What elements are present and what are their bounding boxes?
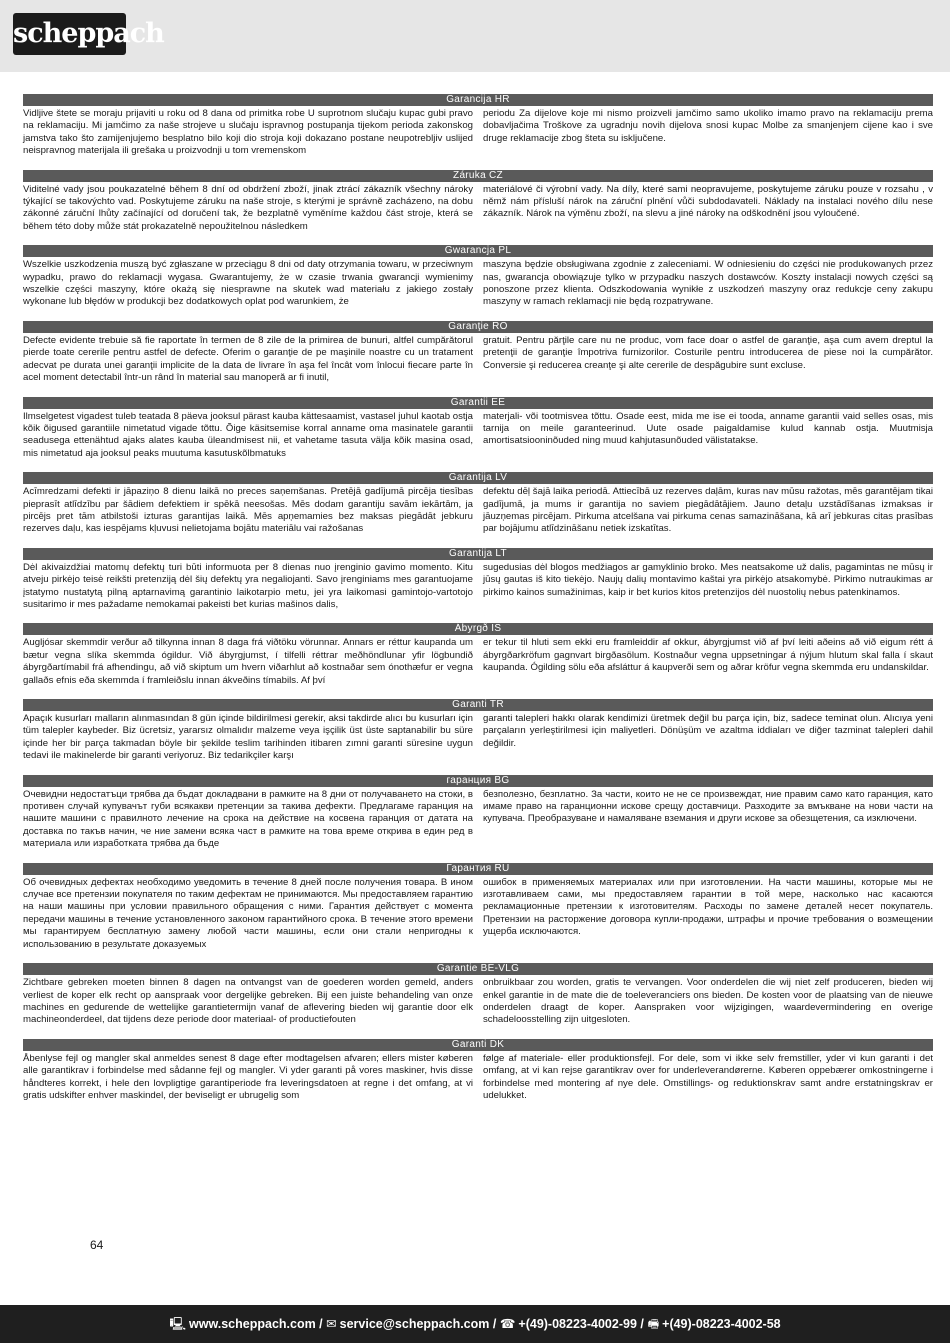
footer-phone: +(49)-08223-4002-99 / xyxy=(518,1317,644,1331)
computer-icon: 🖳 xyxy=(169,1317,187,1331)
section-title: Záruka CZ xyxy=(23,170,933,182)
section-text-left: Wszelkie uszkodzenia muszą być zgłaszane w przeciągu 8 dni od daty otrzymania towaru, w przeciwnym wypadku, prawo do reklamacji wygasa. Gwarantujemy, że w czasie trwania gwarancji wymienimy wszelkie części maszyny, które okażą się niesprawne na skutek wad materiału z jakiego zostały wykonane lub błędów w produkcji bez dodatkowych oplat pod warunkiem, że xyxy=(23,259,473,308)
section-title: Garantii EE xyxy=(23,397,933,409)
warranty-section-pl xyxy=(23,245,933,309)
phone-icon: ☎ xyxy=(499,1317,516,1331)
footer-fax: +(49)-08223-4002-58 xyxy=(662,1317,781,1331)
page-number: 64 xyxy=(90,1238,104,1252)
section-title: Gwarancja PL xyxy=(23,245,933,257)
footer-email: service@scheppach.com / xyxy=(339,1317,497,1331)
section-text-left: Dėl akivaizdžiai matomų defektų turi būti informuota per 8 dienas nuo įrenginio gavimo momento. Kitu atveju pirkėjo teisė reikšti pretenziją dėl šių defektų yra negaliojanti. Savo įrenginiams mes garantuojame įstatymo nustatytą pilną aptarnavimą garantinio laikotarpio metu, jei yra laikomasi gamintojo-vartotojo susitarimo ir mes pažadame nemokamai pakeisti bet kurias mašinos dalis, xyxy=(23,561,473,610)
section-text-left: Zichtbare gebreken moeten binnen 8 dagen na ontvangst van de goederen worden gemeld, anders verliest de koper elk recht op aanspraak voor dergelijke gebreken. Bij een juiste behandeling van onze machines en gedurende de wettelijke garantietermijn vanaf de aflevering bieden wij garantie door elk machineonderdeel, dat tijdens deze periode door materiaal- of productiefouten xyxy=(23,977,473,1026)
page-footer xyxy=(0,1305,950,1343)
section-text-left: Acīmredzami defekti ir jāpaziņo 8 dienu laikā no preces saņemšanas. Pretējā gadījumā pircēja tiesības pieprasīt atlīdzību par šādiem defektiem ir spēkā neesošas. Mēs dodam garantiju savām iekārtām, ja pircējs pret tām atbilstoši izturas garantijas laikā. Mēs apņemamies bez maksas piegādāt jebkuru rezerves daļu, kas iespējams kļuvusi nelietojama bojātu materiālu vai ražošanas xyxy=(23,486,473,535)
section-title: Ábyrgð IS xyxy=(23,623,933,635)
warranty-sections xyxy=(23,94,933,1114)
warranty-section-lt xyxy=(23,548,933,612)
warranty-section-is xyxy=(23,623,933,687)
section-title: Garantija LV xyxy=(23,472,933,484)
warranty-section-tr xyxy=(23,699,933,763)
section-title: Garantija LT xyxy=(23,548,933,560)
warranty-section-ee xyxy=(23,397,933,461)
warranty-section-bg xyxy=(23,775,933,851)
section-text-left: Augljósar skemmdir verður að tilkynna innan 8 daga frá viðtöku vörunnar. Annars er réttur kaupanda um bætur vegna slíka skemmda ógildur. Við ábyrgjumst, í tilfelli réttrar meðhöndlunar yfir lögbundið ábyrgðartímabil frá afhendingu, að við skiptum um hvern viðarhlut að kostnaðar sem ónothæfur er vegna gallaðs efnis eða skemmda í framleiðslu innan ákveðins tímabils. Af því xyxy=(23,637,473,686)
section-text-right: maszyna będzie obsługiwana zgodnie z zaleceniami. W odniesieniu do części nie produkowanych przez nas, gwarancja obowiązuje tylko w przypadku naszych dostawców. Koszty instalacji nowych części są ponoszone przez klienta. Odszkodowania wynikłe z uszkodzeń maszyny oraz redukcje ceny zakupu maszyny w ramach reklamacji nie będą rozpatrywane. xyxy=(483,259,933,308)
section-text-right: er tekur til hluti sem ekki eru framleiddir af okkur, ábyrgjumst við af því leiti aðeins að við eigum rétt á ábyrgðarkröfum gagnvart birgðasölum. Kostnaður vegna uppsetningar á nýjum hlutum skal falla í skaut kaupanda. Ógilding sölu eða afsláttur á kaupverði sem og aðrar kröfur vegna skemmda eru undanskildar. xyxy=(483,637,933,674)
section-title: Garanti TR xyxy=(23,699,933,711)
section-text-right: periodu Za dijelove koje mi nismo proizveli jamčimo samo ukoliko imamo pravo na reklamaciju prema dobavljačima Troškove za ugradnju novih dijelova snosi kupac Molbe za smanjenjem cijene kao i sve druge reklamacije zbog šteta su isključene. xyxy=(483,108,933,144)
warranty-section-cz xyxy=(23,170,933,234)
section-text-right: sugedusias dėl blogos medžiagos ar gamyklinio broko. Mes neatsakome už dalis, pagamintas ne mūsų ir jūsų gautas iš kito tiekėjo. Naujų dalių montavimo kaštai yra pirkėjo atsakomybė. Pirkimo nutraukimas ar pirkimo kainos sumažinimas, kaip ir bet kurios kitos pretenzijos dėl nuostolių nebus patenkinamos. xyxy=(483,561,933,598)
section-title: гаранция BG xyxy=(23,775,933,787)
section-title: Garantie BE-VLG xyxy=(23,963,933,975)
warranty-section-ro xyxy=(23,321,933,385)
section-text-left: Ilmselgetest vigadest tuleb teatada 8 päeva jooksul pärast kauba kättesaamist, vastasel juhul kaotab ostja kõik õigused garantiile nimetatud vigade tõttu. Õige käsitsemise korral anname oma masinatele garantii seadusega ettenähtud ajaks alates kauba üleandmisest nii, et vahetame tasuta välja kõik masina osad, mis nimetatud aja jooksul peaks muutuma kasutuskõlbmatuks xyxy=(23,410,473,459)
section-text-right: ошибок в применяемых материалах или при изготовлении. На части машины, которые мы не изготавливаем сами, мы предоставляем гарантии в той мере, насколько нас касаются рекламационные претензии к изготовителям. Расходы по замене деталей несет покупатель. Претензии на расторжение договора купли-продажи, штрафы и прочие требования о возмещении ущерба исключаются. xyxy=(483,876,933,938)
section-text-right: безполезно, безплатно. За части, които не не се произвеждат, ние правим само като гаранция, като имаме право на гаранционни искове срещу доставчици. Разходите за вмъкване на нови части на купувача. Преобразуване и намаляване вземания и други искове за обезщетения, са изключени. xyxy=(483,788,933,825)
warranty-section-hr xyxy=(23,94,933,158)
section-text-right: defektu dēļ šajā laika periodā. Attiecībā uz rezerves daļām, kuras nav mūsu ražotas, mēs garantējam tikai gadījumā, ja mums ir garantija no saviem piegādātājiem. Jauno detaļu uzstādīšanas izmaksas ir jāuzņemas pircējam. Pirkuma atcelšana vai pirkuma cenas samazināšana, kā arī jebkuras citas prasības par bojājumu atlīdzināšanu netiek izskatītas. xyxy=(483,486,933,535)
section-text-right: onbruikbaar zou worden, gratis te vervangen. Voor onderdelen die wij niet zelf produceren, bieden wij enkel garantie in de mate die de toeleveranciers ons bieden. De kosten voor de plaatsing van de nieuwe onderdelen draagt de koper. Aanspraken voor wijzigingen, waardevermindering en overige schadeloosstelling zijn uitgesloten. xyxy=(483,977,933,1026)
warranty-section-dk xyxy=(23,1039,933,1103)
section-text-left: Apaçık kusurları malların alınmasından 8 gün içinde bildirilmesi gerekir, aksi takdirde alıcı bu kusurları için tüm talepler kaybeder. Biz ücretsiz, yararsız olmalıdır malzeme veya işçilik üst üste saptanabilir bu süre içinde her bir parça takmadan böyle bir şekilde teslim tarihinden itibaren zımni garanti süresine uygun tedavi ile makinelerde bir garanti veriyoruz. Biz tedarikçiler karşı xyxy=(23,713,473,762)
section-text-left: Vidljive štete se moraju prijaviti u roku od 8 dana od primitka robe U suprotnom slučaju kupac gubi pravo na reklamaciju. Mi jamčimo za naše strojeve u slučaju ispravnog postupanja tijekom perioda zakonskog jamstva tako što zamijenjujemo besplatno bilo koji dio stroja koji dokazano postane neupotrebljiv uslijed neispravnog materijala ili grešaka u proizvodnji u tom vremenskom xyxy=(23,108,473,157)
section-text-right: følge af materiale- eller produktionsfejl. For dele, som vi ikke selv fremstiller, yder vi kun garanti i det omfang, at vi kan rejse garantikrav over for underleverandørerne. Køberen oppebærer omkostningerne i forbindelse med montering af nye dele. Omstillings- og reduktionskrav samt andre erstatningskrav er udelukket. xyxy=(483,1052,933,1101)
section-text-right: gratuit. Pentru părţile care nu ne produc, vom face doar o astfel de garanţie, aşa cum avem dreptul la pretenţii de garanţie împotriva furnizorilor. Costurile pentru introducerea de piese noi la cumpărător. Conversie şi reducerea creanţe şi alte cererile de despăgubire sunt excluse. xyxy=(483,334,933,371)
section-title: Garancija HR xyxy=(23,94,933,106)
warranty-section-ru xyxy=(23,863,933,951)
section-text-left: Очевидни недостатъци трябва да бъдат докладвани в рамките на 8 дни от получаването на стоки, в противен случай купувачът губи всякакви претенции за такива дефекти. Предлагаме гаранция на нашите машини с правилното лечение на срока на действие на косвена гаранция от датата на доставка по такъв начин, че ние замени всяка част в рамките на това време открива в един ред в материала или изработката трябва да бъде xyxy=(23,788,473,850)
page-header xyxy=(0,0,950,72)
section-text-right: garanti talepleri hakkı olarak kendimizi üretmek değil bu parça için, biz, sadece teminat olun. Alıcıya yeni parçaların yerleştirilmesi için maliyetleri. Dönüşüm ve azaltma iddiaları ve diğer tazminat talepleri dahil değildir. xyxy=(483,713,933,749)
section-title: Garanţie RO xyxy=(23,321,933,333)
warranty-section-lv xyxy=(23,472,933,536)
scheppach-logo: scheppach xyxy=(13,13,126,55)
section-title: Garanti DK xyxy=(23,1039,933,1051)
section-title: Гарантия RU xyxy=(23,863,933,875)
email-icon: ✉ xyxy=(326,1317,337,1331)
section-text-right: materjali- või tootmisvea tõttu. Osade eest, mida me ise ei tooda, anname garantii vaid selles osas, mis tarnija on meile garanteerinud. Uute osade paigaldamise kulud kannab ostja. Muutmisja amortisatsiooninõuded ning muud kahjutasunõuded välistatakse. xyxy=(483,410,933,447)
section-text-right: materiálové či výrobní vady. Na díly, které sami neopravujeme, poskytujeme záruku pouze v rozsahu , v němž nám přísluší nárok na záruční plnění vůči subdodavateli. Náklady na instalaci nového dílu nese zákazník. Nárok na výměnu zboží, na slevu a jiné nároky na odškodnění jsou vyloučené. xyxy=(483,183,933,220)
section-text-left: Åbenlyse fejl og mangler skal anmeldes senest 8 dage efter modtagelsen afvaren; ellers mister køberen alle garantikrav i forbindelse med sådanne fejl og mangler. Vi yder garanti på vores maskiner, hvis disse håndteres korrekt, i hele den lovpligtige garantiperiode fra leveringsdatoen at regne i det omfang, at vi gratis udskifter enhver maskindel, der beviseligt er ubrugelig som xyxy=(23,1052,473,1101)
section-text-left: Viditelné vady jsou poukazatelné během 8 dní od obdržení zboží, jinak ztrácí zákazník všechny nároky týkající se takovýchto vad. Poskytujeme záruku na naše stroje, s kterými je správně zacházeno, na dobu zákonné záruční lhůty začínající od doručení tak, že bezplatně vyměníme každou část stroje, která se během této doby může stát prokazatelně nepoužitelnou následkem xyxy=(23,183,473,232)
section-text-left: Defecte evidente trebuie să fie raportate în termen de 8 zile de la primirea de bunuri, altfel cumpărătorul pierde toate cererile pentru astfel de defecte. Oferim o garanţie de pe maşinile noastre cu un tratament adecvat pe durata unei garanţii implicite de la data de livrare în aşa fel încât vom înlocui fiecare parte în acel moment detectabil într-un rând în material sau manoperă ar fi inutil, xyxy=(23,334,473,384)
fax-icon: 🖷 xyxy=(647,1317,660,1331)
section-text-left: Об очевидных дефектах необходимо уведомить в течение 8 дней после получения товара. В ином случае все претензии покупателя по таким дефектам не принимаются. Мы предоставляем гарантию на наши машины при условии правильного обращения с ними. Гарантия действует с момента передачи машины в течение установленного законом гарантийного срока. В течение этого времени мы гарантируем бесплатную замену любой части машины, если они стали непригодны к использованию в результате доказуемых xyxy=(23,876,474,950)
warranty-section-be-vlg xyxy=(23,963,933,1027)
footer-website: www.scheppach.com / xyxy=(189,1317,323,1331)
